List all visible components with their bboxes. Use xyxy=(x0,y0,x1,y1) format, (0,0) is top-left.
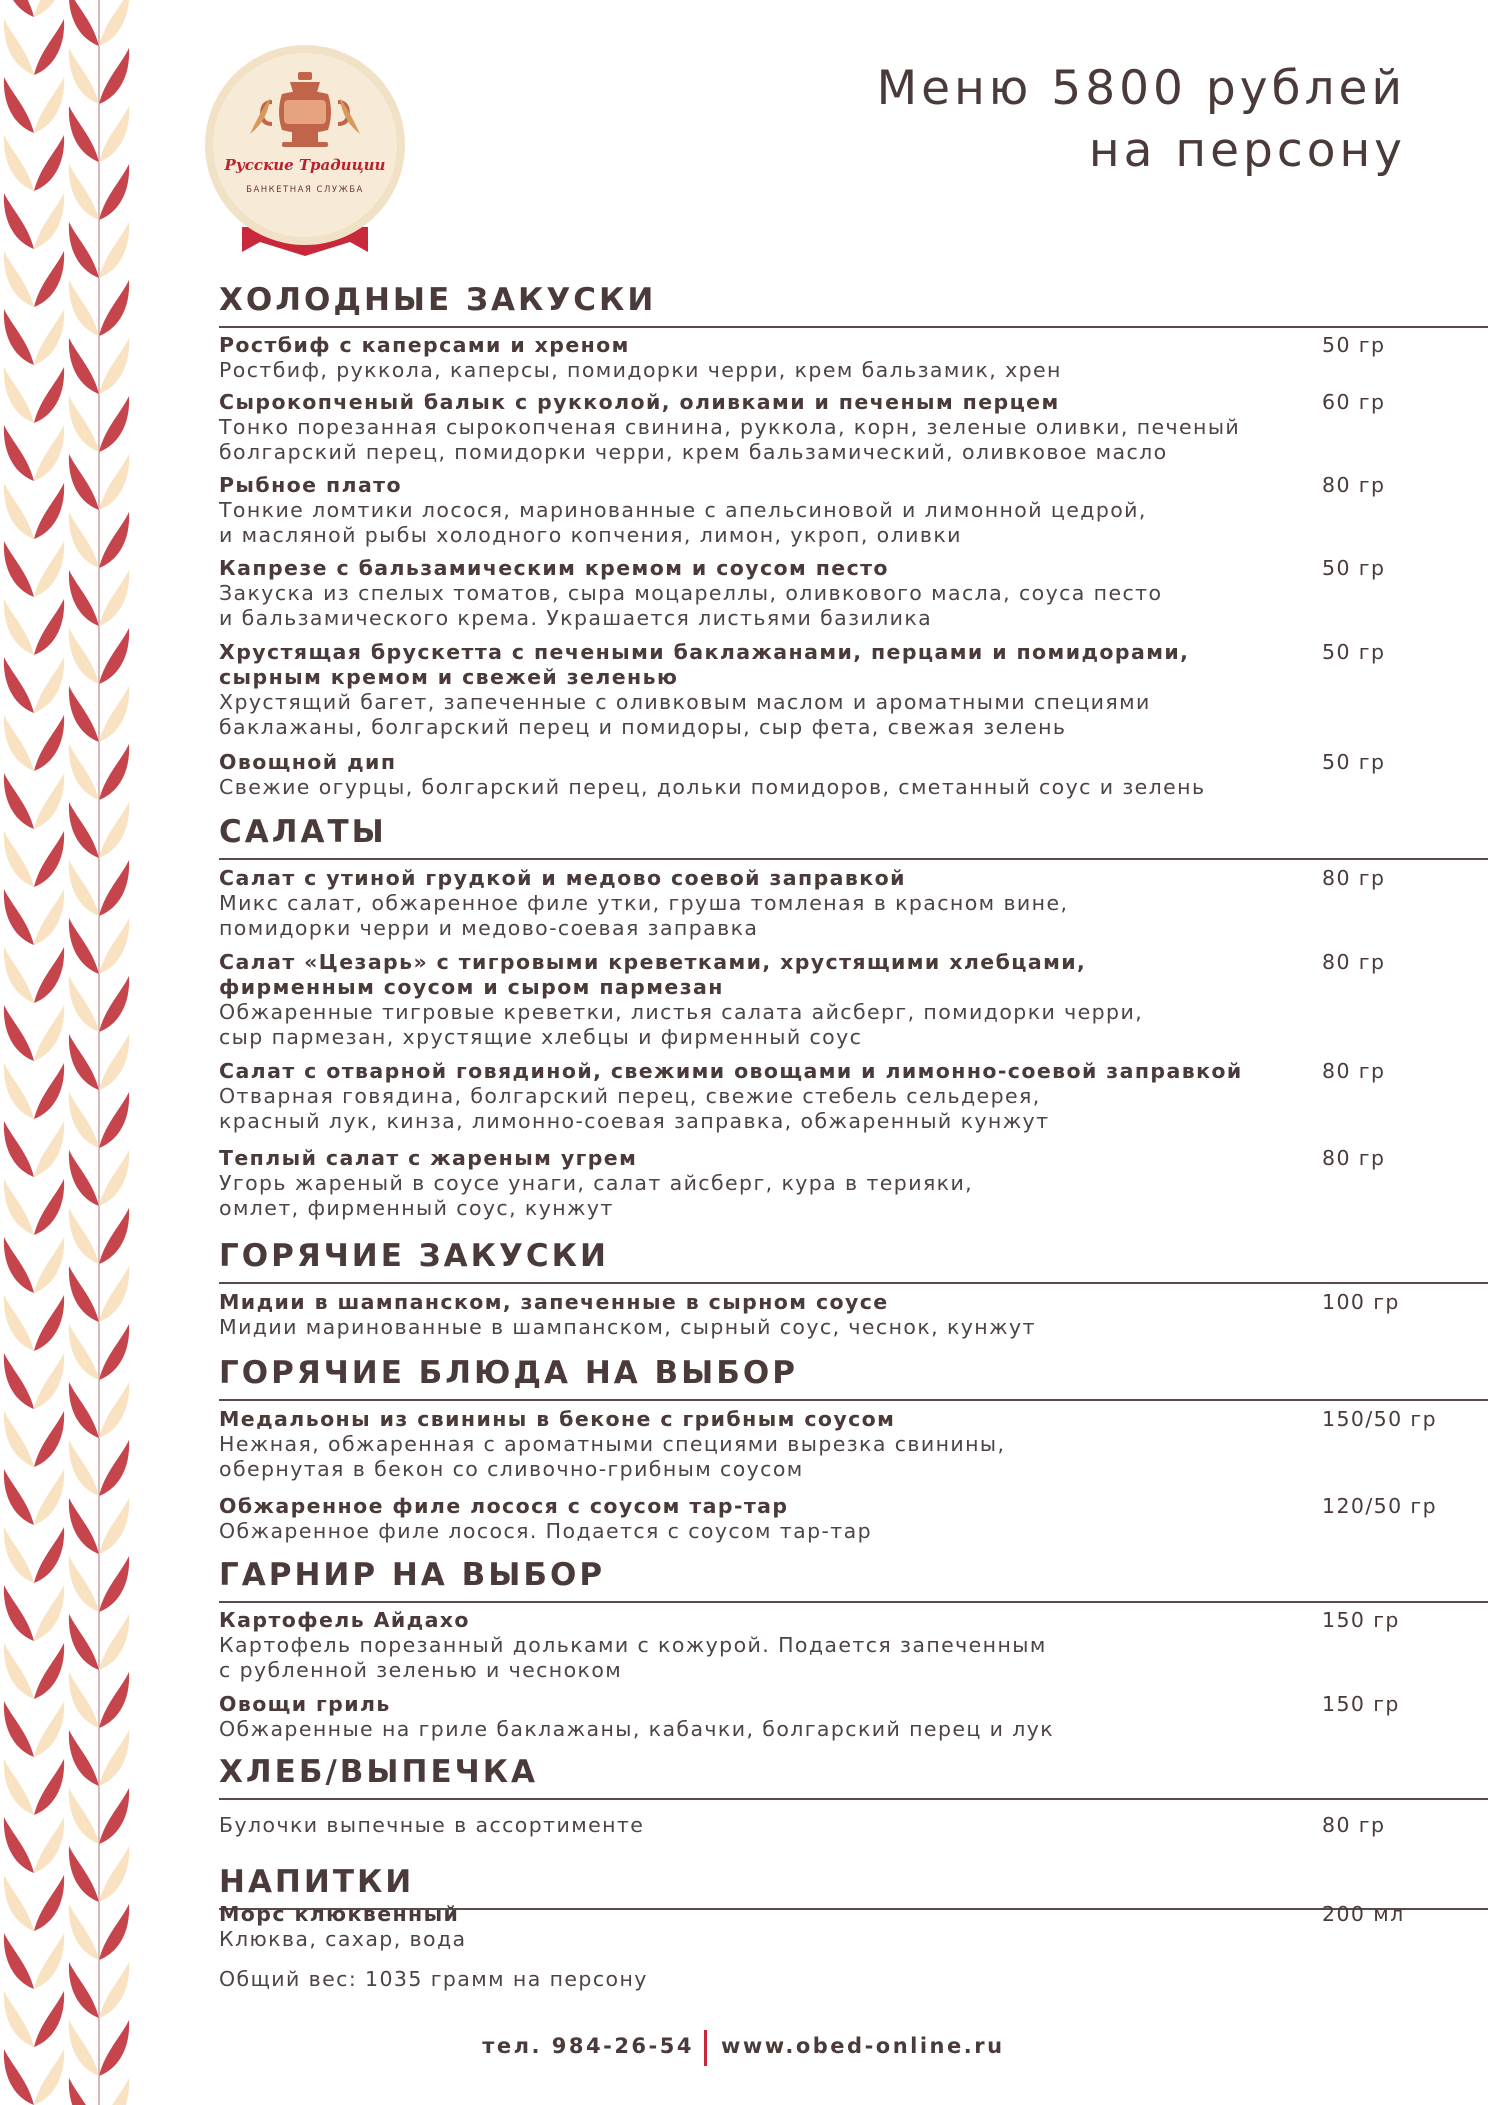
leaf-icon xyxy=(4,1295,34,1351)
leaf-icon xyxy=(69,1324,99,1380)
leaf-icon xyxy=(4,1817,34,1873)
leaf-icon xyxy=(69,396,99,452)
menu-item xyxy=(219,1813,1479,1838)
menu-item xyxy=(219,556,1479,631)
leaf-icon xyxy=(69,512,99,568)
leaf-icon xyxy=(69,570,99,626)
section-title: ХОЛОДНЫЕ ЗАКУСКИ xyxy=(219,282,657,318)
leaf-icon xyxy=(4,541,34,597)
item-weight: 80 гр xyxy=(1322,473,1386,497)
leaf-icon xyxy=(4,1063,34,1119)
leaf-icon xyxy=(99,1208,129,1264)
leaf-icon xyxy=(99,1672,129,1728)
item-weight: 80 гр xyxy=(1322,866,1386,890)
item-description: Закуска из спелых томатов, сыра моцареллы, оливкового масла, соуса песто и бальзамического крема. Украшается листьями базилика xyxy=(219,581,1163,630)
menu-item xyxy=(219,1059,1479,1134)
footer-separator xyxy=(704,2030,707,2066)
leaf-icon xyxy=(34,77,64,133)
item-name: Салат с отварной говядиной, свежими овощами и лимонно-соевой заправкой xyxy=(219,1059,1243,1083)
leaf-icon xyxy=(4,831,34,887)
leaf-icon xyxy=(4,1005,34,1061)
logo xyxy=(202,42,408,262)
leaf-icon xyxy=(34,889,64,945)
leaf-icon xyxy=(4,309,34,365)
leaf-icon xyxy=(99,918,129,974)
item-name: Рыбное плато xyxy=(219,473,402,497)
item-weight: 50 гр xyxy=(1322,333,1386,357)
item-weight: 80 гр xyxy=(1322,1813,1386,1837)
leaf-icon xyxy=(69,1034,99,1090)
item-description: Обжаренные на гриле баклажаны, кабачки, болгарский перец и лук xyxy=(219,1717,1055,1741)
leaf-icon xyxy=(99,338,129,394)
leaf-icon xyxy=(34,0,64,17)
item-name: Овощи гриль xyxy=(219,1692,391,1716)
item-description: Свежие огурцы, болгарский перец, дольки помидоров, сметанный соус и зелень xyxy=(219,775,1206,799)
leaf-icon xyxy=(4,657,34,713)
leaf-icon xyxy=(99,48,129,104)
leaf-icon xyxy=(4,773,34,829)
item-description: Ростбиф, руккола, каперсы, помидорки черри, крем бальзамик, хрен xyxy=(219,358,1062,382)
section xyxy=(219,1555,1488,1603)
section-title: НАПИТКИ xyxy=(219,1864,415,1900)
leaf-icon xyxy=(34,715,64,771)
leaf-icon xyxy=(69,1556,99,1612)
leaf-icon xyxy=(34,367,64,423)
leaf-icon xyxy=(99,1904,129,1960)
leaf-icon xyxy=(4,1353,34,1409)
item-name: Овощной дип xyxy=(219,750,397,774)
leaf-icon xyxy=(99,1440,129,1496)
leaf-icon xyxy=(99,628,129,684)
item-description: Угорь жареный в соусе унаги, салат айсберг, кура в терияки, омлет, фирменный соус, кунжут xyxy=(219,1171,974,1220)
leaf-icon xyxy=(34,1237,64,1293)
leaf-pattern-border xyxy=(0,0,150,2105)
item-description: Мидии маринованные в шампанском, сырный соус, чеснок, кунжут xyxy=(219,1315,1036,1339)
item-name: Медальоны из свинины в беконе с грибным соусом xyxy=(219,1407,896,1431)
item-description: Тонко порезанная сырокопченая свинина, руккола, корн, зеленые оливки, печеный болгарский перец, помидорки черри, крем бальзамический, оливковое масло xyxy=(219,415,1241,464)
leaf-icon xyxy=(34,1759,64,1815)
page-title xyxy=(877,58,1406,182)
leaf-icon xyxy=(69,1208,99,1264)
section-divider xyxy=(219,1399,1488,1401)
leaf-icon xyxy=(34,1469,64,1525)
leaf-icon xyxy=(99,860,129,916)
title-line-1: Меню 5800 рублей xyxy=(876,61,1406,116)
item-description: Микс салат, обжаренное филе утки, груша томленая в красном вине, помидорки черри и медово-соевая заправка xyxy=(219,891,1069,940)
leaf-icon xyxy=(34,1353,64,1409)
item-name: Капрезе с бальзамическим кремом и соусом песто xyxy=(219,556,889,580)
logo-name: Русские Традиции xyxy=(224,156,386,174)
leaf-icon xyxy=(99,1092,129,1148)
leaf-icon xyxy=(69,1614,99,1670)
leaf-icon xyxy=(34,425,64,481)
section xyxy=(219,280,1488,328)
leaf-icon xyxy=(4,599,34,655)
item-weight: 150 гр xyxy=(1322,1692,1400,1716)
item-description: Отварная говядина, болгарский перец, свежие стебель сельдерея, красный лук, кинза, лимонно-соевая заправка, обжаренный кунжут xyxy=(219,1084,1050,1133)
leaf-icon xyxy=(99,570,129,626)
item-weight: 50 гр xyxy=(1322,556,1386,580)
leaf-icon xyxy=(34,1817,64,1873)
leaf-icon xyxy=(4,367,34,423)
item-weight: 80 гр xyxy=(1322,1146,1386,1170)
leaf-icon xyxy=(34,1875,64,1931)
menu-item xyxy=(219,640,1479,740)
section xyxy=(219,1752,1488,1800)
item-weight: 50 гр xyxy=(1322,640,1386,664)
menu-item xyxy=(219,866,1479,941)
section-title: ХЛЕБ/ВЫПЕЧКА xyxy=(219,1754,539,1790)
item-weight: 80 гр xyxy=(1322,1059,1386,1083)
leaf-icon xyxy=(99,1034,129,1090)
leaf-icon xyxy=(69,338,99,394)
leaf-icon xyxy=(69,1730,99,1786)
menu-item xyxy=(219,1407,1479,1482)
footer-phone[interactable]: тел. 984-26-54 xyxy=(482,2034,694,2058)
leaf-icon xyxy=(4,1527,34,1583)
leaf-icon xyxy=(99,1846,129,1902)
menu-item xyxy=(219,333,1479,383)
leaf-icon xyxy=(99,106,129,162)
item-weight: 200 мл xyxy=(1322,1902,1405,1926)
section xyxy=(219,1353,1488,1401)
leaf-icon xyxy=(69,1440,99,1496)
leaf-icon xyxy=(34,1527,64,1583)
section-divider xyxy=(219,1798,1488,1800)
leaf-icon xyxy=(99,1556,129,1612)
leaf-icon xyxy=(34,773,64,829)
item-description: Обжаренное филе лосося. Подается с соусом тар-тар xyxy=(219,1519,873,1543)
leaf-icon xyxy=(34,1179,64,1235)
leaf-icon xyxy=(69,1672,99,1728)
menu-item xyxy=(219,1902,1479,1952)
item-name: Теплый салат с жареным угрем xyxy=(219,1146,638,1170)
leaf-icon xyxy=(34,1933,64,1989)
logo-subtitle: БАНКЕТНАЯ СЛУЖБА xyxy=(246,185,364,195)
leaf-icon xyxy=(69,686,99,742)
leaf-icon xyxy=(99,222,129,278)
menu-item xyxy=(219,390,1479,465)
item-name: Салат с утиной грудкой и медово соевой заправкой xyxy=(219,866,906,890)
leaf-icon xyxy=(4,947,34,1003)
leaf-icon xyxy=(4,1585,34,1641)
leaf-icon xyxy=(99,686,129,742)
leaf-icon xyxy=(69,976,99,1032)
menu-item xyxy=(219,1494,1479,1544)
menu-item xyxy=(219,750,1479,800)
leaf-icon xyxy=(34,483,64,539)
leaf-icon xyxy=(99,164,129,220)
leaf-icon xyxy=(34,1701,64,1757)
item-weight: 50 гр xyxy=(1322,750,1386,774)
leaf-icon xyxy=(4,77,34,133)
section-divider xyxy=(219,326,1488,328)
leaf-icon xyxy=(4,1179,34,1235)
leaf-icon xyxy=(99,1150,129,1206)
leaf-icon xyxy=(99,2078,129,2105)
leaf-icon xyxy=(69,2078,99,2105)
leaf-icon xyxy=(99,976,129,1032)
section-divider xyxy=(219,1282,1488,1284)
leaf-icon xyxy=(4,1469,34,1525)
leaf-icon xyxy=(4,1933,34,1989)
menu-item xyxy=(219,1608,1479,1683)
section-title: ГОРЯЧИЕ БЛЮДА НА ВЫБОР xyxy=(219,1355,798,1391)
leaf-icon xyxy=(69,744,99,800)
item-description: Булочки выпечные в ассортименте xyxy=(219,1813,645,1837)
menu-item xyxy=(219,1692,1479,1742)
item-name: Картофель Айдахо xyxy=(219,1608,470,1632)
item-name: Салат «Цезарь» с тигровыми креветками, хрустящими хлебцами, фирменным соусом и сыром пармезан xyxy=(219,950,1087,999)
leaf-icon xyxy=(99,1614,129,1670)
leaf-icon xyxy=(34,1643,64,1699)
leaf-icon xyxy=(69,454,99,510)
leaf-icon xyxy=(99,1266,129,1322)
leaf-icon xyxy=(69,106,99,162)
leaf-icon xyxy=(34,19,64,75)
leaf-icon xyxy=(99,0,129,46)
leaf-icon xyxy=(69,1498,99,1554)
leaf-icon xyxy=(99,1962,129,2018)
item-weight: 120/50 гр xyxy=(1322,1494,1438,1518)
item-description: Хрустящий багет, запеченные с оливковым маслом и ароматными специями баклажаны, болгарский перец и помидоры, сыр фета, свежая зелень xyxy=(219,690,1151,739)
leaf-icon xyxy=(99,744,129,800)
leaf-icon xyxy=(69,280,99,336)
leaf-icon xyxy=(4,889,34,945)
item-name: Морс клюквенный xyxy=(219,1902,460,1926)
leaf-icon xyxy=(4,135,34,191)
leaf-icon xyxy=(99,280,129,336)
menu-item xyxy=(219,1146,1479,1221)
leaf-icon xyxy=(34,193,64,249)
section-divider xyxy=(219,1601,1488,1603)
leaf-icon xyxy=(69,1846,99,1902)
footer xyxy=(0,2034,1488,2074)
leaf-icon xyxy=(34,251,64,307)
leaf-icon xyxy=(34,599,64,655)
menu-item xyxy=(219,1290,1479,1340)
item-description: Тонкие ломтики лосося, маринованные с апельсиновой и лимонной цедрой, и масляной рыбы холодного копчения, лимон, укроп, оливки xyxy=(219,498,1147,547)
leaf-icon xyxy=(4,1643,34,1699)
leaf-icon xyxy=(99,1730,129,1786)
leaf-icon xyxy=(69,802,99,858)
item-weight: 100 гр xyxy=(1322,1290,1400,1314)
leaf-icon xyxy=(4,425,34,481)
leaf-icon xyxy=(99,1498,129,1554)
leaf-icon xyxy=(34,1585,64,1641)
item-description: Нежная, обжаренная с ароматными специями вырезка свинины, обернутая в бекон со сливочно-грибным соусом xyxy=(219,1432,1006,1481)
leaf-icon xyxy=(99,1382,129,1438)
section xyxy=(219,1236,1488,1284)
leaf-icon xyxy=(99,802,129,858)
leaf-icon xyxy=(4,193,34,249)
item-weight: 150/50 гр xyxy=(1322,1407,1438,1431)
leaf-icon xyxy=(34,831,64,887)
section-divider xyxy=(219,858,1488,860)
leaf-icon xyxy=(4,251,34,307)
leaf-icon xyxy=(4,1411,34,1467)
section xyxy=(219,812,1488,860)
leaf-icon xyxy=(4,483,34,539)
leaf-icon xyxy=(69,1150,99,1206)
section-title: ГОРЯЧИЕ ЗАКУСКИ xyxy=(219,1238,609,1274)
leaf-icon xyxy=(34,1411,64,1467)
section-title: САЛАТЫ xyxy=(219,814,387,850)
leaf-icon xyxy=(69,918,99,974)
leaf-icon xyxy=(34,309,64,365)
item-name: Хрустящая брускетта с печеными баклажанами, перцами и помидорами, сырным кремом и свежей зеленью xyxy=(219,640,1190,689)
leaf-icon xyxy=(69,1382,99,1438)
menu-item xyxy=(219,950,1479,1050)
leaf-icon xyxy=(34,1063,64,1119)
section-title: ГАРНИР НА ВЫБОР xyxy=(219,1557,606,1593)
leaf-icon xyxy=(69,1788,99,1844)
leaf-icon xyxy=(69,860,99,916)
leaf-icon xyxy=(4,1875,34,1931)
leaf-icon xyxy=(69,0,99,46)
leaf-icon xyxy=(69,628,99,684)
item-name: Сырокопченый балык с рукколой, оливками и печеным перцем xyxy=(219,390,1060,414)
leaf-icon xyxy=(4,19,34,75)
leaf-icon xyxy=(4,1759,34,1815)
leaf-icon xyxy=(34,135,64,191)
leaf-icon xyxy=(69,222,99,278)
leaf-icon xyxy=(4,0,34,17)
item-weight: 60 гр xyxy=(1322,390,1386,414)
leaf-icon xyxy=(34,657,64,713)
item-weight: 150 гр xyxy=(1322,1608,1400,1632)
leaf-icon xyxy=(4,1121,34,1177)
leaf-icon xyxy=(69,1092,99,1148)
leaf-icon xyxy=(34,1005,64,1061)
item-description: Картофель порезанный дольками с кожурой. Подается запеченным с рубленной зеленью и чесноком xyxy=(219,1633,1047,1682)
leaf-icon xyxy=(99,1788,129,1844)
leaf-icon xyxy=(4,1701,34,1757)
item-description: Клюква, сахар, вода xyxy=(219,1927,467,1951)
leaf-icon xyxy=(99,396,129,452)
item-name: Ростбиф с каперсами и хреном xyxy=(219,333,630,357)
leaf-icon xyxy=(4,1237,34,1293)
leaf-icon xyxy=(99,454,129,510)
leaf-icon xyxy=(99,512,129,568)
leaf-icon xyxy=(99,1324,129,1380)
leaf-icon xyxy=(34,1295,64,1351)
leaf-icon xyxy=(69,1904,99,1960)
footer-website[interactable]: www.obed-online.ru xyxy=(721,2034,1005,2058)
item-description: Обжаренные тигровые креветки, листья салата айсберг, помидорки черри, сыр пармезан, хрустящие хлебцы и фирменный соус xyxy=(219,1000,1144,1049)
item-name: Мидии в шампанском, запеченные в сырном соусе xyxy=(219,1290,889,1314)
leaf-icon xyxy=(4,715,34,771)
leaf-icon xyxy=(69,1266,99,1322)
leaf-icon xyxy=(34,541,64,597)
total-weight: Общий вес: 1035 грамм на персону xyxy=(219,1967,648,1991)
menu-item xyxy=(219,473,1479,548)
title-line-2: на персону xyxy=(1088,123,1406,178)
item-weight: 80 гр xyxy=(1322,950,1386,974)
leaf-icon xyxy=(69,164,99,220)
item-name: Обжаренное филе лосося с соусом тар-тар xyxy=(219,1494,789,1518)
leaf-icon xyxy=(34,947,64,1003)
leaf-icon xyxy=(69,1962,99,2018)
leaf-icon xyxy=(34,1121,64,1177)
leaf-icon xyxy=(69,48,99,104)
